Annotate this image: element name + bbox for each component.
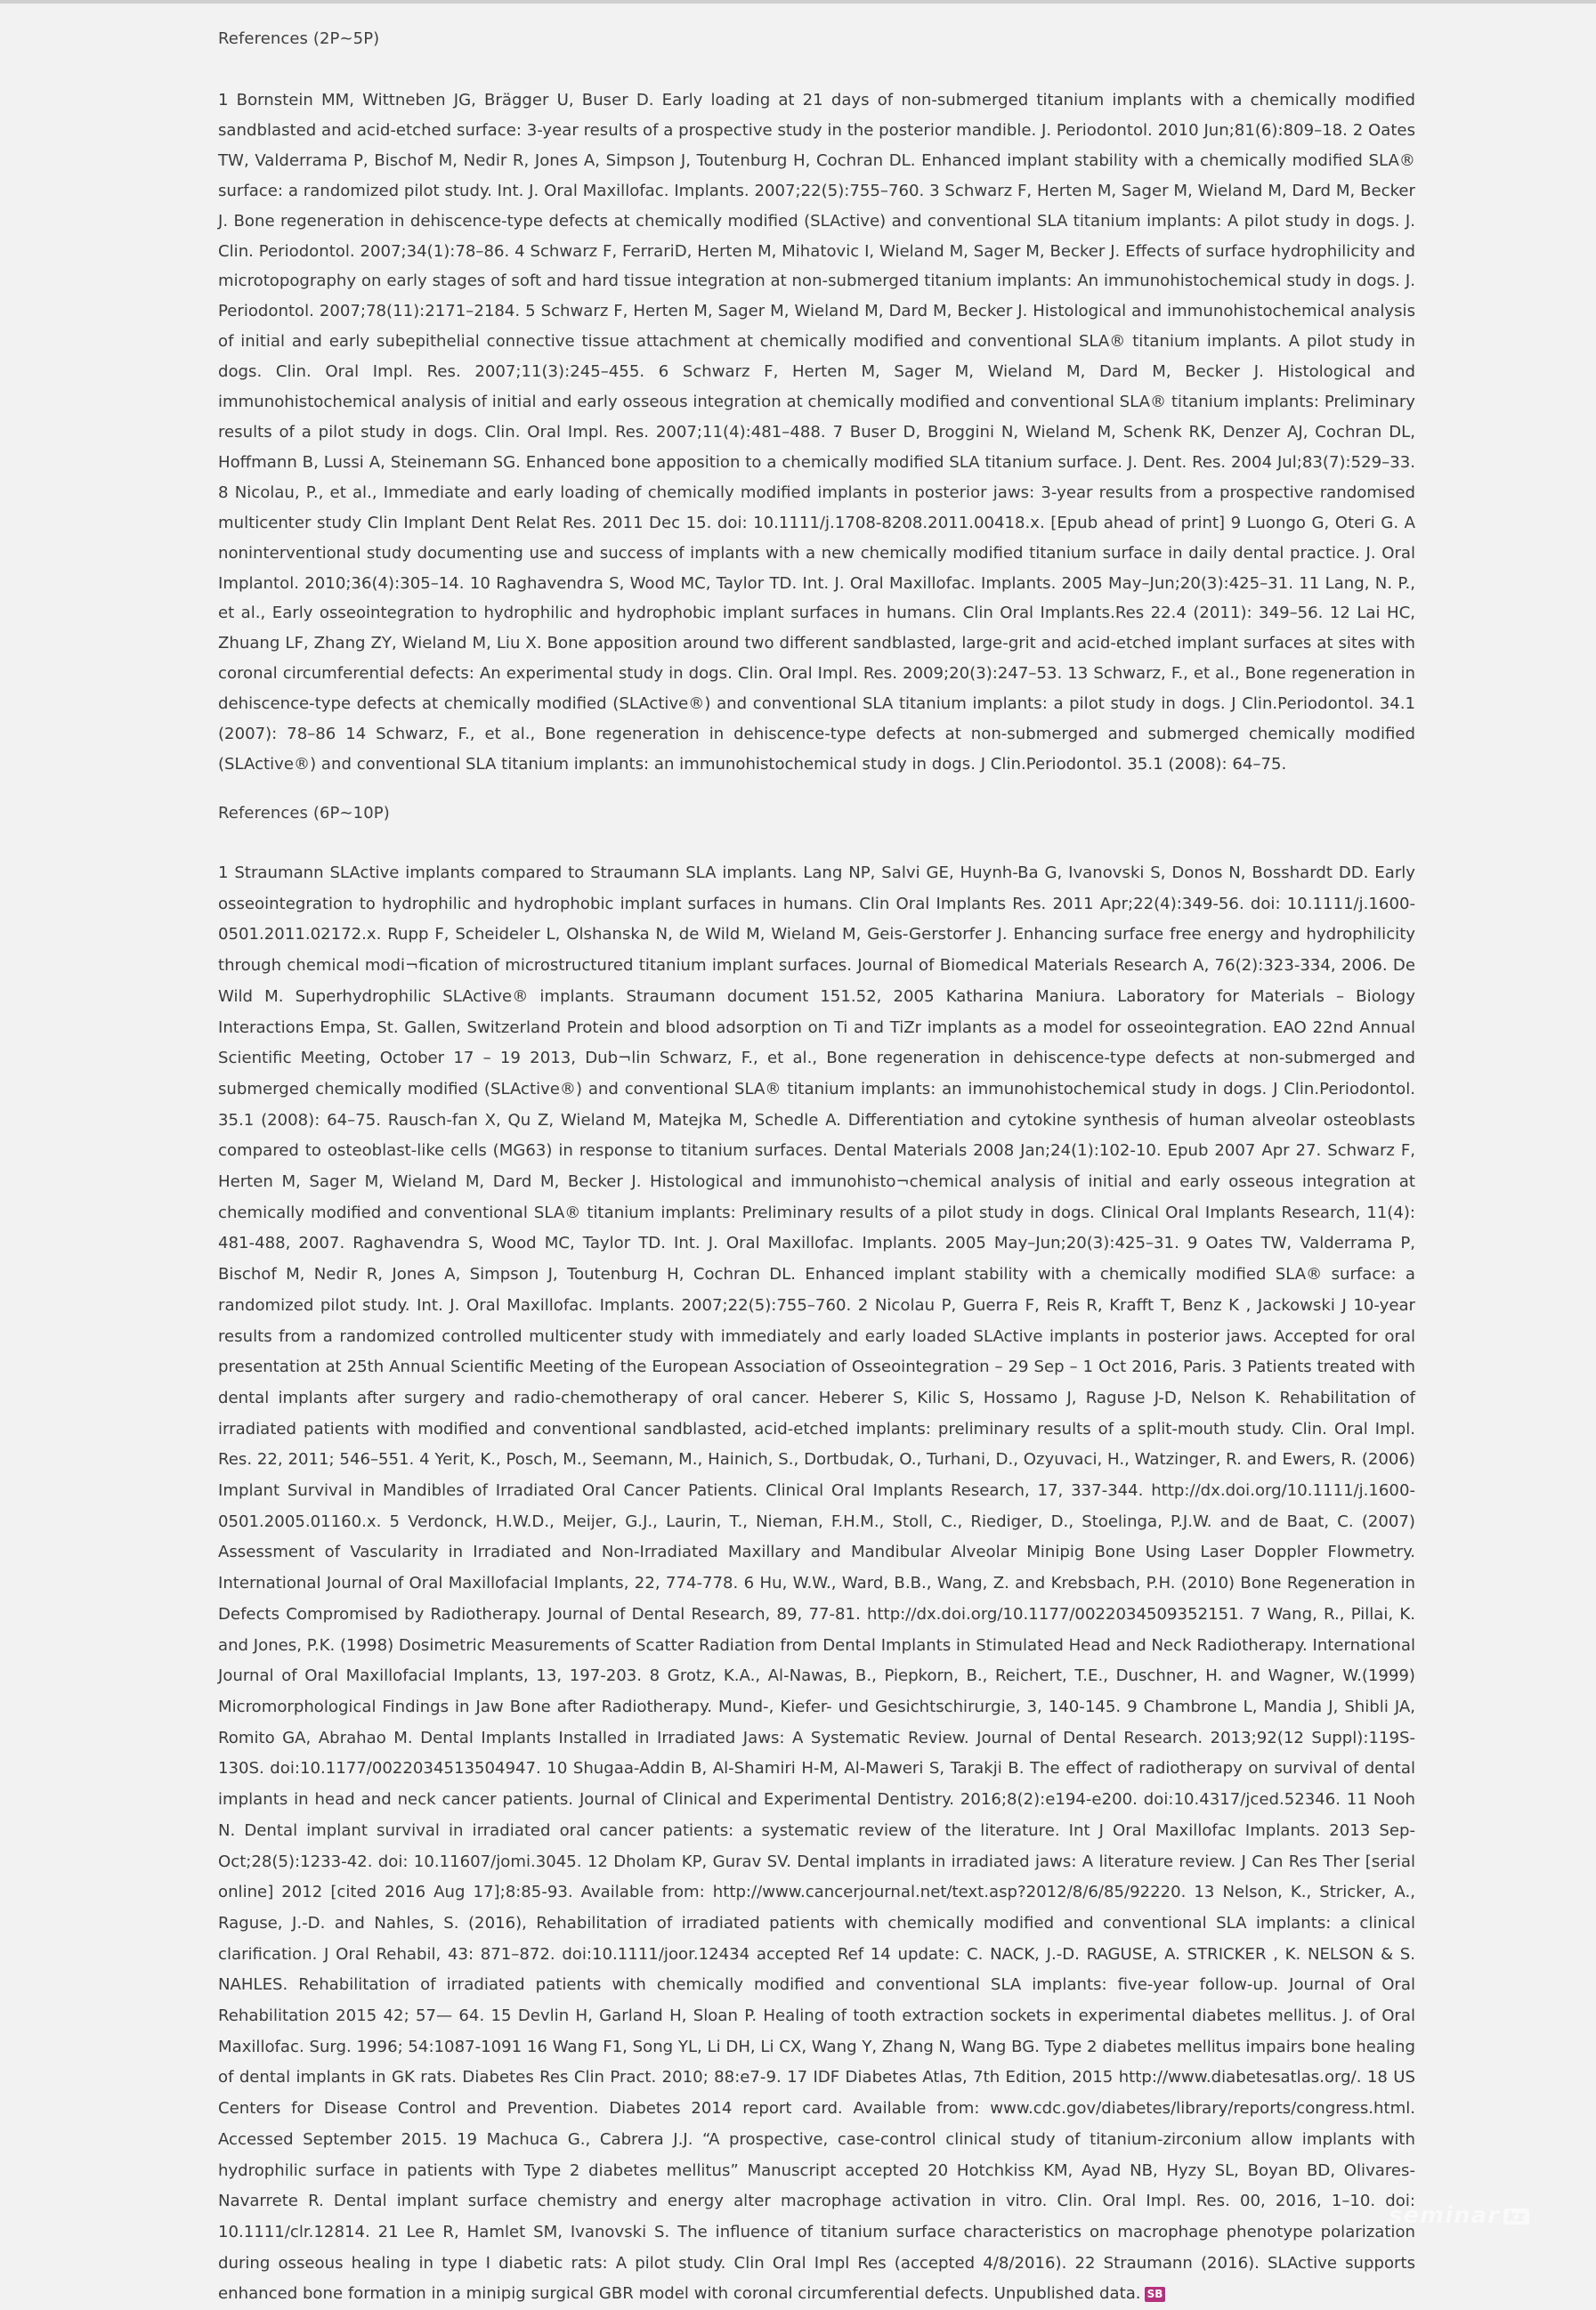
watermark-badge: kz [1503,2209,1529,2225]
references-list-6p-10p [218,858,1415,2310]
watermark [1389,2202,1529,2229]
references-text: 1 Straumann SLActive implants compared to Straumann SLA implants. Lang NP, Salvi GE, Huynh-Ba G, Ivanovski S, Donos N, Bosshardt DD. Early osseointegration to hydrophilic and hydrophobic implant surfaces in humans. Clin Oral Implants Res. 2011 Apr;22(4):349-56. doi: 10.1111/j.1600-0501.2011.02172.x. Rupp F, Scheideler L, Olshanska N, de Wild M, Wieland M, Geis-Gerstorfer J. Enhancing surface free energy and hydrophilicity through chemical modi¬fication of microstructured titanium implant surfaces. Journal of Biomedical Materials Research A, 76(2):323-334, 2006. De Wild M. Superhydrophilic SLActive® implants. Straumann document 151.52, 2005 Katharina Maniura. Laboratory for Materials – Biology Interactions Empa, St. Gallen, Switzerland Protein and blood adsorption on Ti and TiZr implants as a model for osseointegration. EAO 22nd Annual Scientific Meeting, October 17 – 19 2013, Dub¬lin Schwarz, F., et al., Bone regeneration in dehiscence-type defects at non-submerged and submerged chemically modified (SLActive®) and conventional SLA® titanium implants: an immunohistochemical study in dogs. J Clin.Periodontol. 35.1 (2008): 64–75. Rausch-fan X, Qu Z, Wieland M, Matejka M, Schedle A. Differentiation and cytokine synthesis of human alveolar osteoblasts compared to osteoblast-like cells (MG63) in response to titanium surfaces. Dental Materials 2008 Jan;24(1):102-10. Epub 2007 Apr 27. Schwarz F, Herten M, Sager M, Wieland M, Dard M, Becker J. Histological and immunohisto¬chemical analysis of initial and early osseous integration at chemically modified and conventional SLA® titanium implants: Preliminary results of a pilot study in dogs. Clinical Oral Implants Research, 11(4): 481-488, 2007. Raghavendra S, Wood MC, Taylor TD. Int. J. Oral Maxillofac. Implants. 2005 May–Jun;20(3):425–31. 9 Oates TW, Valderrama P, Bischof M, Nedir R, Jones A, Simpson J, Toutenburg H, Cochran DL. Enhanced implant stability with a chemically modified SLA® surface: a randomized pilot study. Int. J. Oral Maxillofac. Implants. 2007;22(5):755–760. 2 Nicolau P, Guerra F, Reis R, Krafft T, Benz K , Jackowski J 10-year results from a randomized controlled multicenter study with immediately and early loaded SLActive implants in posterior jaws. Accepted for oral presentation at 25th Annual Scientific Meeting of the European Association of Osseointegration – 29 Sep – 1 Oct 2016, Paris. 3 Patients treated with dental implants after surgery and radio-chemotherapy of oral cancer. Heberer S, Kilic S, Hossamo J, Raguse J-D, Nelson K. Rehabilitation of irradiated patients with modified and conventional sandblasted, acid-etched implants: preliminary results of a split-mouth study. Clin. Oral Impl. Res. 22, 2011; 546–551. 4 Yerit, K., Posch, M., Seemann, M., Hainich, S., Dortbudak, O., Turhani, D., Ozyuvaci, H., Watzinger, R. and Ewers, R. (2006) Implant Survival in Mandibles of Irradiated Oral Cancer Patients. Clinical Oral Implants Research, 17, 337-344. http://dx.doi.org/10.1111/j.1600-0501.2005.01160.x. 5 Verdonck, H.W.D., Meijer, G.J., Laurin, T., Nieman, F.H.M., Stoll, C., Riediger, D., Stoelinga, P.J.W. and de Baat, C. (2007) Assessment of Vascularity in Irradiated and Non-Irradiated Maxillary and Mandibular Alveolar Minipig Bone Using Laser Doppler Flowmetry. International Journal of Oral Maxillofacial Implants, 22, 774-778. 6 Hu, W.W., Ward, B.B., Wang, Z. and Krebsbach, P.H. (2010) Bone Regeneration in Defects Compromised by Radiotherapy. Journal of Dental Research, 89, 77-81. http://dx.doi.org/10.1177/0022034509352151. 7 Wang, R., Pillai, K. and Jones, P.K. (1998) Dosimetric Measurements of Scatter Radiation from Dental Implants in Stimulated Head and Neck Radiotherapy. International Journal of Oral Maxillofacial Implants, 13, 197-203. 8 Grotz, K.A., Al-Nawas, B., Piepkorn, B., Reichert, T.E., Duschner, H. and Wagner, W.(1999) Micromorphological Findings in Jaw Bone after Radiotherapy. Mund-, Kiefer- und Gesichtschirurgie, 3, 140-145. 9 Chambrone L, Mandia J, Shibli JA, Romito GA, Abrahao M. Dental Implants Installed in Irradiated Jaws: A Systematic Review. Journal of Dental Research. 2013;92(12 Suppl):119S-130S. doi:10.1177/0022034513504947. 10 Shugaa-Addin B, Al-Shamiri H-M, Al-Maweri S, Tarakji B. The effect of radiotherapy on survival of dental implants in head and neck cancer patients. Journal of Clinical and Experimental Dentistry. 2016;8(2):e194-e200. doi:10.4317/jced.52346. 11 Nooh N. Dental implant survival in irradiated oral cancer patients: a systematic review of the literature. Int J Oral Maxillofac Implants. 2013 Sep-Oct;28(5):1233-42. doi: 10.11607/jomi.3045. 12 Dholam KP, Gurav SV. Dental implants in irradiated jaws: A literature review. J Can Res Ther [serial online] 2012 [cited 2016 Aug 17];8:85-93. Available from: http://www.cancerjournal.net/text.asp?2012/8/6/85/92220. 13 Nelson, K., Stricker, A., Raguse, J.-D. and Nahles, S. (2016), Rehabilitation of irradiated patients with chemically modified and conventional SLA implants: a clinical clarification. J Oral Rehabil, 43: 871–872. doi:10.1111/joor.12434 accepted Ref 14 update: C. NACK, J.-D. RAGUSE, A. STRICKER , K. NELSON & S. NAHLES. Rehabilitation of irradiated patients with chemically modified and conventional SLA implants: five-year follow-up. Journal of Oral Rehabilitation 2015 42; 57— 64. 15 Devlin H, Garland H, Sloan P. Healing of tooth extraction sockets in experimental diabetes mellitus. J. of Oral Maxillofac. Surg. 1996; 54:1087-1091 16 Wang F1, Song YL, Li DH, Li CX, Wang Y, Zhang N, Wang BG. Type 2 diabetes mellitus impairs bone healing of dental implants in GK rats. Diabetes Res Clin Pract. 2010; 88:e7-9. 17 IDF Diabetes Atlas, 7th Edition, 2015 http://www.diabetesatlas.org/. 18 US Centers for Disease Control and Prevention. Diabetes 2014 report card. Available from: www.cdc.gov/diabetes/library/reports/congress.html. Accessed September 2015. 19 Machuca G., Cabrera J.J. “A prospective, case-control clinical study of titanium-zirconium allow implants with hydrophilic surface in patients with Type 2 diabetes mellitus” Manuscript accepted 20 Hotchkiss KM, Ayad NB, Hyzy SL, Boyan BD, Olivares-Navarrete R. Dental implant surface chemistry and energy alter macrophage activation in vitro. Clin. Oral Impl. Res. 00, 2016, 1–10. doi: 10.1111/clr.12814. 21 Lee R, Hamlet SM, Ivanovski S. The influence of titanium surface characteristics on macrophage phenotype polarization during osseous healing in type I diabetic rats: A pilot study. Clin Oral Impl Res (accepted 4/8/2016). 22 Straumann (2016). SLActive supports enhanced bone formation in a minipig surgical GBR model with coronal circumferential defects. Unpublished data. [218,863,1415,2304]
section-heading-references-6p-10p: References (6P~10P) [218,804,390,823]
top-border [0,0,1596,4]
references-list-2p-5p: 1 Bornstein MM, Wittneben JG, Brägger U, Buser D. Early loading at 21 days of non-submerged titanium implants with a chemically modified sandblasted and acid-etched surface: 3-year results of a prospective study in the posterior mandible. J. Periodontol. 2010 Jun;81(6):809–18. 2 Oates TW, Valderrama P, Bischof M, Nedir R, Jones A, Simpson J, Toutenburg H, Cochran DL. Enhanced implant stability with a chemically modified SLA® surface: a randomized pilot study. Int. J. Oral Maxillofac. Implants. 2007;22(5):755–760. 3 Schwarz F, Herten M, Sager M, Wieland M, Dard M, Becker J. Bone regeneration in dehiscence-type defects at chemically modified (SLActive) and conventional SLA titanium implants: A pilot study in dogs. J. Clin. Periodontol. 2007;34(1):78–86. 4 Schwarz F, FerrariD, Herten M, Mihatovic I, Wieland M, Sager M, Becker J. Effects of surface hydrophilicity and microtopography on early stages of soft and hard tissue integration at non-submerged titanium implants: An immunohistochemical study in dogs. J. Periodontol. 2007;78(11):2171–2184. 5 Schwarz F, Herten M, Sager M, Wieland M, Dard M, Becker J. Histological and immunohistochemical analysis of initial and early subepithelial connective tissue attachment at chemically modified and conventional SLA® titanium implants. A pilot study in dogs. Clin. Oral Impl. Res. 2007;11(3):245–455. 6 Schwarz F, Herten M, Sager M, Wieland M, Dard M, Becker J. Histological and immunohistochemical analysis of initial and early osseous integration at chemically modified and conventional SLA® titanium implants: Preliminary results of a pilot study in dogs. Clin. Oral Impl. Res. 2007;11(4):481–488. 7 Buser D, Broggini N, Wieland M, Schenk RK, Denzer AJ, Cochran DL, Hoffmann B, Lussi A, Steinemann SG. Enhanced bone apposition to a chemically modified SLA titanium surface. J. Dent. Res. 2004 Jul;83(7):529–33. 8 Nicolau, P., et al., Immediate and early loading of chemically modified implants in posterior jaws: 3-year results from a prospective randomised multicenter study Clin Implant Dent Relat Res. 2011 Dec 15. doi: 10.1111/j.1708-8208.2011.00418.x. [Epub ahead of print] 9 Luongo G, Oteri G. A noninterventional study documenting use and success of implants with a new chemically modified titanium surface in daily dental practice. J. Oral Implantol. 2010;36(4):305–14. 10 Raghavendra S, Wood MC, Taylor TD. Int. J. Oral Maxillofac. Implants. 2005 May–Jun;20(3):425–31. 11 Lang, N. P., et al., Early osseointegration to hydrophilic and hydrophobic implant surfaces in humans. Clin Oral Implants.Res 22.4 (2011): 349–56. 12 Lai HC, Zhuang LF, Zhang ZY, Wieland M, Liu X. Bone apposition around two different sandblasted, large-grit and acid-etched implant surfaces at sites with coronal circumferential defects: An experimental study in dogs. Clin. Oral Impl. Res. 2009;20(3):247–53. 13 Schwarz, F., et al., Bone regeneration in dehiscence-type defects at chemically modified (SLActive®) and conventional SLA titanium implants: a pilot study in dogs. J Clin.Periodontol. 34.1 (2007): 78–86 14 Schwarz, F., et al., Bone regeneration in dehiscence-type defects at non-submerged and submerged chemically modified (SLActive®) and conventional SLA titanium implants: an immunohistochemical study in dogs. J Clin.Periodontol. 35.1 (2008): 64–75. [218,91,1415,774]
sb-badge-icon: SB [1145,2287,1166,2302]
watermark-text: seminar [1389,2202,1500,2229]
section-heading-references-2p-5p: References (2P~5P) [218,29,380,48]
